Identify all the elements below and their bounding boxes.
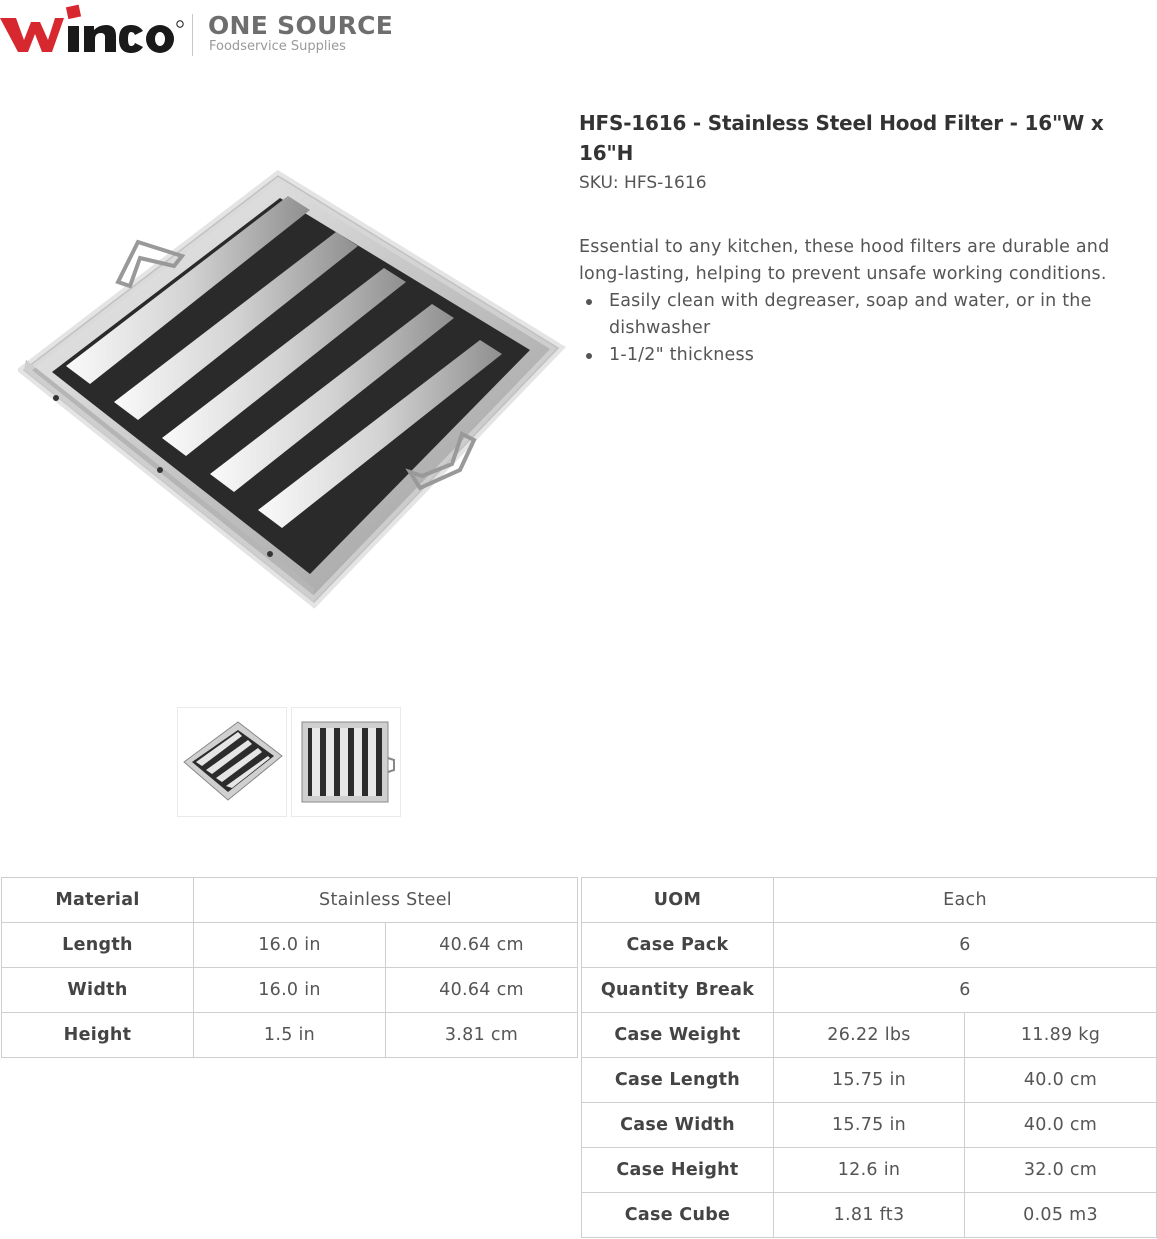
feature-text: Easily clean with degreaser, soap and water, or in the dishwasher (609, 291, 1092, 338)
logo-tagline-main: ONE SOURCE (208, 11, 394, 40)
product-sku: SKU: HFS-1616 (579, 173, 707, 193)
spec-value: Each (774, 878, 1157, 923)
spec-value-metric: 40.0 cm (965, 1058, 1157, 1103)
spec-label: UOM (582, 878, 774, 923)
shipping-table (581, 877, 1157, 1238)
spec-label: Case Width (582, 1103, 774, 1148)
table-row (582, 923, 1157, 968)
spec-value-imperial: 15.75 in (774, 1058, 965, 1103)
spec-value-imperial: 15.75 in (774, 1103, 965, 1148)
feature-list (579, 288, 1157, 369)
thumbnail-angled-view[interactable] (177, 707, 287, 817)
bullet-icon (586, 299, 592, 305)
spec-value-metric: 40.0 cm (965, 1103, 1157, 1148)
spec-value-imperial: 26.22 lbs (774, 1013, 965, 1058)
spec-label: Case Height (582, 1148, 774, 1193)
table-row (582, 968, 1157, 1013)
table-row (582, 1148, 1157, 1193)
feature-item (579, 288, 1149, 342)
product-title: HFS-1616 - Stainless Steel Hood Filter - 16"W x 16"H (579, 111, 1104, 165)
spec-value-imperial: 1.81 ft3 (774, 1193, 965, 1238)
hood-filter-illustration (18, 170, 566, 610)
table-row (2, 878, 578, 923)
spec-label: Quantity Break (582, 968, 774, 1013)
spec-value-metric: 11.89 kg (965, 1013, 1157, 1058)
table-row (582, 1193, 1157, 1238)
spec-value-metric: 3.81 cm (386, 1013, 578, 1058)
winco-logo[interactable] (0, 4, 186, 56)
bullet-icon (586, 353, 592, 359)
spec-label: Length (2, 923, 194, 968)
spec-label: Case Length (582, 1058, 774, 1103)
spec-value-metric: 32.0 cm (965, 1148, 1157, 1193)
spec-value-metric: 40.64 cm (386, 968, 578, 1013)
dimensions-table (1, 877, 578, 1058)
spec-value: 6 (774, 968, 1157, 1013)
spec-value-imperial: 16.0 in (194, 968, 386, 1013)
table-row (2, 923, 578, 968)
table-row (582, 1013, 1157, 1058)
spec-value-metric: 40.64 cm (386, 923, 578, 968)
spec-value-imperial: 16.0 in (194, 923, 386, 968)
table-row (582, 878, 1157, 923)
table-row (2, 1013, 578, 1058)
spec-label: Material (2, 878, 194, 923)
spec-label: Case Pack (582, 923, 774, 968)
table-row (582, 1058, 1157, 1103)
product-main-image[interactable] (18, 170, 566, 610)
feature-text: 1-1/2" thickness (609, 345, 755, 365)
table-row (2, 968, 578, 1013)
product-info (579, 108, 1157, 369)
spec-label: Height (2, 1013, 194, 1058)
product-description: Essential to any kitchen, these hood filters are durable and long-lasting, helping to prevent unsafe working conditions. (579, 237, 1110, 284)
logo-tagline-sub: Foodservice Supplies (209, 39, 346, 54)
spec-label: Width (2, 968, 194, 1013)
spec-label: Case Weight (582, 1013, 774, 1058)
logo-divider (192, 14, 193, 56)
spec-value: 6 (774, 923, 1157, 968)
spec-label: Case Cube (582, 1193, 774, 1238)
feature-item (579, 342, 1149, 369)
spec-value-metric: 0.05 m3 (965, 1193, 1157, 1238)
site-header (0, 0, 420, 62)
thumbnail-front-view[interactable] (291, 707, 401, 817)
spec-value-imperial: 1.5 in (194, 1013, 386, 1058)
table-row (582, 1103, 1157, 1148)
spec-value: Stainless Steel (194, 878, 578, 923)
spec-value-imperial: 12.6 in (774, 1148, 965, 1193)
